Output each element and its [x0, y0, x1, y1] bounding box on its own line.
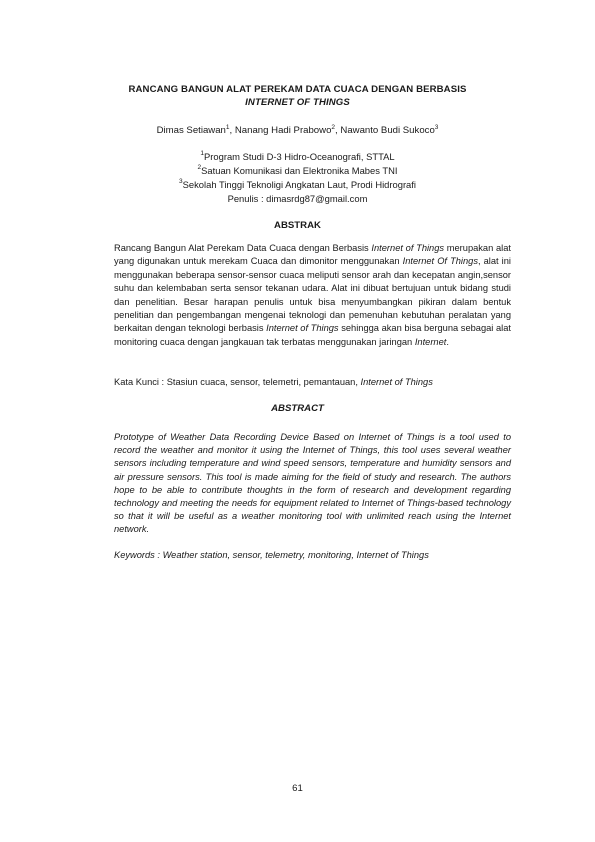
- abstrak-italic-term: Internet Of Things: [402, 256, 478, 267]
- author-contact: Penulis : dimasrdg87@gmail.com: [227, 193, 368, 204]
- author-name: Nawanto Budi Sukoco: [340, 125, 435, 136]
- author-name: Dimas Setiawan: [156, 125, 226, 136]
- abstract-body: Prototype of Weather Data Recording Device Based on Internet of Things is a tool used to record the weather and monitor it using the Internet of Things, this tool uses several weather sensors including temperature and wind speed sensors, temperature and humidity sensors and air pressure sensors. This tool is made aiming for the field of study and research. The authors hope to be able to contribute thoughts in the form of research and development regarding technology and meeting the needs for equipment related to Internet of Things-based technology so that it will be useful as a weather monitoring tool with unlimited reach using the Internet network.: [114, 432, 511, 535]
- affiliation-3: $^3$Sekolah Tinggi Teknoligi Angkatan Laut, Prodi Hidrografi: [179, 178, 416, 190]
- affiliation-2: $^2$Satuan Komunikasi dan Elektronika Mabes TNI: [197, 164, 398, 176]
- abstrak-body: [114, 242, 511, 349]
- author-sup: 3: [434, 124, 439, 131]
- author-sup: 1: [225, 124, 230, 131]
- abstrak-text: , alat ini menggunakan beberapa sensor-sensor cuaca meliputi sensor arah dan kecepatan angin,sensor suhu dan kelembaban serta sensor tekanan udara. Alat ini dibuat bertujuan untuk bidang studi dan penelitian. Besar harapan penulis untuk bisa menyumbangkan pikiran dalam bentuk penelitian dan pengembangan mengenai teknologi dan pemenuhan kebutuhan peralatan yang berkaitan dengan teknologi berbasis: [114, 256, 511, 334]
- abstrak-italic-term: Internet of Things: [266, 323, 339, 334]
- abstrak-italic-term: Internet of Things: [371, 243, 445, 253]
- kata-kunci: Kata Kunci : Stasiun cuaca, sensor, telemetri, pemantauan, Internet of Things: [114, 377, 433, 387]
- abstrak-italic-term: Internet: [414, 336, 447, 347]
- page-number: 61: [292, 783, 303, 794]
- abstract-heading: ABSTRACT: [271, 403, 324, 414]
- keywords: Keywords : Weather station, sensor, telemetry, monitoring, Internet of Things: [114, 550, 429, 560]
- abstrak-text: merupakan alat yang digunakan untuk merekam Cuaca dan dimonitor menggunakan: [114, 243, 511, 267]
- paper-title-line-1: RANCANG BANGUN ALAT PEREKAM DATA CUACA DENGAN BERBASIS: [128, 84, 467, 95]
- abstrak-text: Rancang Bangun Alat Perekam Data Cuaca dengan Berbasis: [114, 243, 372, 253]
- abstrak-text: .: [446, 336, 449, 347]
- abstrak-heading: ABSTRAK: [274, 220, 321, 231]
- affiliation-1: $^1$Program Studi D-3 Hidro-Oceanografi, STTAL: [200, 150, 395, 162]
- author-sup: 2: [331, 124, 336, 131]
- author-name: Nanang Hadi Prabowo: [234, 125, 332, 136]
- paper-title-line-2: INTERNET OF THINGS: [245, 97, 350, 108]
- author-list: Dimas Setiawan$^1$, Nanang Hadi Prabowo$^2$, Nawanto Budi Sukoco$^3$: [156, 124, 439, 136]
- abstrak-text: sehingga akan bisa berguna sebagai alat monitoring cuaca dengan jangkauan tak terbatas menggunakan jaringan: [114, 323, 511, 347]
